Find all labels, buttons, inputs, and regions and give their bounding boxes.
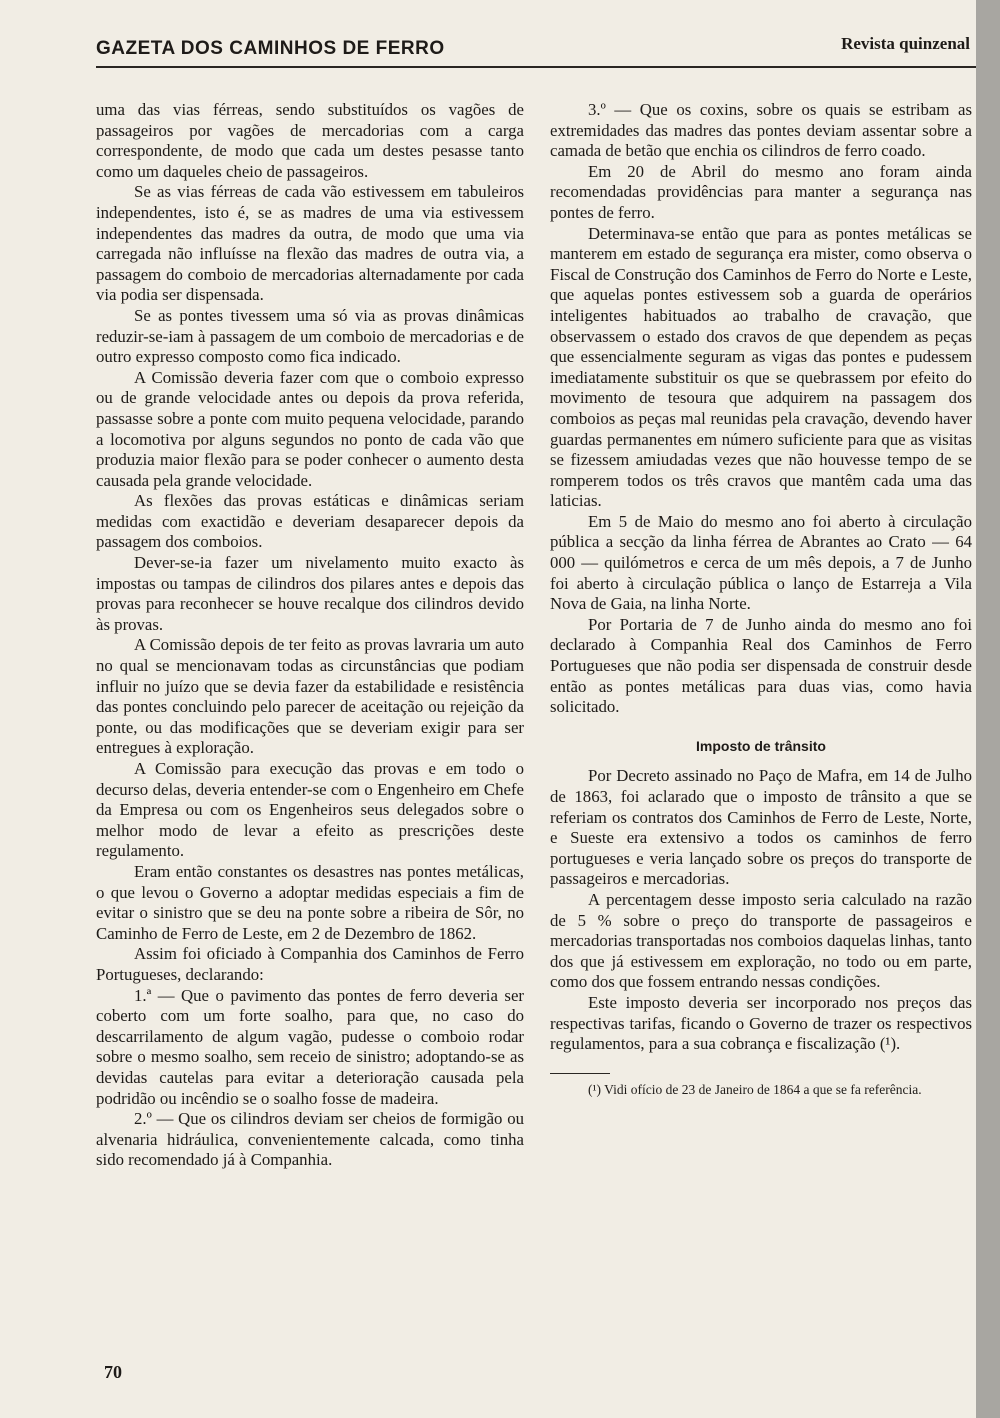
paragraph: A Comissão depois de ter feito as provas lavraria um auto no qual se mencionavam todas as circunstâncias que podiam influir no juízo que se devia fazer da estabilidade e resistência das pontes concluindo pelo parecer de aceitação ou rejeição da ponte, ou das modificações que se deveriam exigir para ser entregues à exploração.	[96, 635, 524, 758]
paragraph: As flexões das provas estáticas e dinâmicas seriam medidas com exactidão e deveriam desaparecer depois da passagem dos comboios.	[96, 491, 524, 552]
paragraph: Em 5 de Maio do mesmo ano foi aberto à circulação pública a secção da linha férrea de Abrantes ao Crato — 64 000 — quilómetros e cerca de um mês depois, a 7 de Junho foi aberto à circulação pública o lanço de Estarreja a Vila Nova de Gaia, na linha Norte.	[550, 511, 972, 614]
footnote-rule	[550, 1073, 610, 1074]
paragraph: A Comissão deveria fazer com que o comboio expresso ou de grande velocidade antes ou depois da prova referida, passasse sobre a ponte com muito pequena velocidade, parando a locomotiva por alguns segundos no ponto de cada vão que produzia maior flexão para se poder conhecer o aumento desta causada pela grande velocidade.	[96, 367, 524, 490]
paragraph: Por Decreto assinado no Paço de Mafra, em 14 de Julho de 1863, foi aclarado que o imposto de trânsito a que se referiam os contratos dos Caminhos de Ferro de Leste, Norte, e Sueste era extensivo a todos os caminhos de ferro portugueses e veria lançado sobre os preços do transporte de passageiros e mercadorias.	[550, 766, 972, 889]
page-number: 70	[104, 1362, 122, 1382]
paragraph: 3.º — Que os coxins, sobre os quais se estribam as extremidades das madres das pontes deviam assentar sobre a camada de betão que enchia os cilindros de ferro coado.	[550, 100, 972, 161]
paragraph: Eram então constantes os desastres nas pontes metálicas, o que levou o Governo a adoptar medidas especiais a fim de evitar o sinistro que se deu na ponte sobre a ribeira de Sôr, no Caminho de Ferro de Leste, em 2 de Dezembro de 1862.	[96, 861, 524, 943]
running-header	[96, 30, 976, 68]
paragraph: Em 20 de Abril do mesmo ano foram ainda recomendadas providências para manter a segurança nas pontes de ferro.	[550, 161, 972, 222]
section-heading: Imposto de trânsito	[696, 737, 826, 754]
paragraph: 2.º — Que os cilindros deviam ser cheios de formigão ou alvenaria hidráulica, convenientemente calcada, como tinha sido recomendado já à Companhia.	[96, 1109, 524, 1170]
left-column	[96, 100, 524, 1171]
footnote: (¹) Vidi ofício de 23 de Janeiro de 1864 a que se fa referência.	[588, 1081, 922, 1097]
page-edge	[976, 0, 1000, 1418]
paragraph: Determinava-se então que para as pontes metálicas se manterem em estado de segurança era mister, como observa o Fiscal de Construção dos Caminhos de Ferro do Norte e Leste, que aquelas pontes estivessem sob a guarda de operários inteligentes habituados ao trabalho de cravação, que observassem o estado dos cravos de que dependem as peças que essencialmente seguram as vigas das pontes e pudessem imediatamente substituir os que se quebrassem por efeito do movimento de tesoura que adquirem na passagem dos comboios as peças mal reunidas pela cravação, devendo haver guardas permanentes em número suficiente para que as visitas se fizessem amiudadas vezes que não houvesse tempo de se romperem todos os três cravos que mantêm cada uma das laticias.	[550, 223, 972, 511]
paragraph: Este imposto deveria ser incorporado nos preços das respectivas tarifas, ficando o Governo de trazer os respectivos regulamentos, para a sua cobrança e fiscalização (¹).	[550, 992, 972, 1054]
paragraph: A Comissão para execução das provas e em todo o decurso delas, deveria entender-se com o Engenheiro em Chefe da Empresa ou com os Engenheiros seus delegados sobre o melhor modo de levar a efeito as prescrições deste regulamento.	[96, 759, 524, 861]
journal-title: GAZETA DOS CAMINHOS DE FERRO	[96, 38, 445, 59]
paragraph: Se as vias férreas de cada vão estivessem em tabuleiros independentes, isto é, se as madres de uma via estivessem independentes das madres da outra, de modo que uma via carregada não influísse na flexão das madres de outra via, a passagem do comboio de mercadorias alternadamente por cada via podia ser dispensada.	[96, 182, 524, 305]
paragraph: uma das vias férreas, sendo substituídos os vagões de passageiros por vagões de mercadorias com a carga correspondente, de modo que cada um destes pesasse tanto como um daqueles cheio de passageiros.	[96, 100, 524, 181]
paragraph: Se as pontes tivessem uma só via as provas dinâmicas reduzir-se-iam à passagem de um comboio de mercadorias e de outro expresso composto como fica indicado.	[96, 305, 524, 367]
paragraph: Por Portaria de 7 de Junho ainda do mesmo ano foi declarado à Companhia Real dos Caminhos de Ferro Portugueses que não podia ser dispensada de construir desde então as pontes metálicas para duas vias, como havia solicitado.	[550, 614, 972, 717]
paragraph: 1.ª — Que o pavimento das pontes de ferro deveria ser coberto com um forte soalho, para que, no caso do descarrilamento de algum vagão, pudesse o comboio rodar sobre o mesmo soalho, sem receio de sinistro; adoptando-se as devidas cautelas para evitar a deterioração causada pela podridão ou incêndio se o soalho fosse de madeira.	[96, 985, 524, 1108]
right-column	[550, 100, 972, 1100]
paragraph: Assim foi oficiado à Companhia dos Caminhos de Ferro Portugueses, declarando:	[96, 944, 524, 984]
journal-subtitle: Revista quinzenal	[841, 34, 970, 53]
paragraph: A percentagem desse imposto seria calculado na razão de 5 % sobre o preço do transporte de passageiros e mercadorias transportadas nos comboios daquelas linhas, tanto dos que já estivessem em exploração, no todo ou em parte, como dos que fossem entrando nessas condições.	[550, 889, 972, 992]
paragraph: Dever-se-ia fazer um nivelamento muito exacto às impostas ou tampas de cilindros dos pilares antes e depois das provas para reconhecer se houve recalque dos cilindros devido às provas.	[96, 553, 524, 634]
